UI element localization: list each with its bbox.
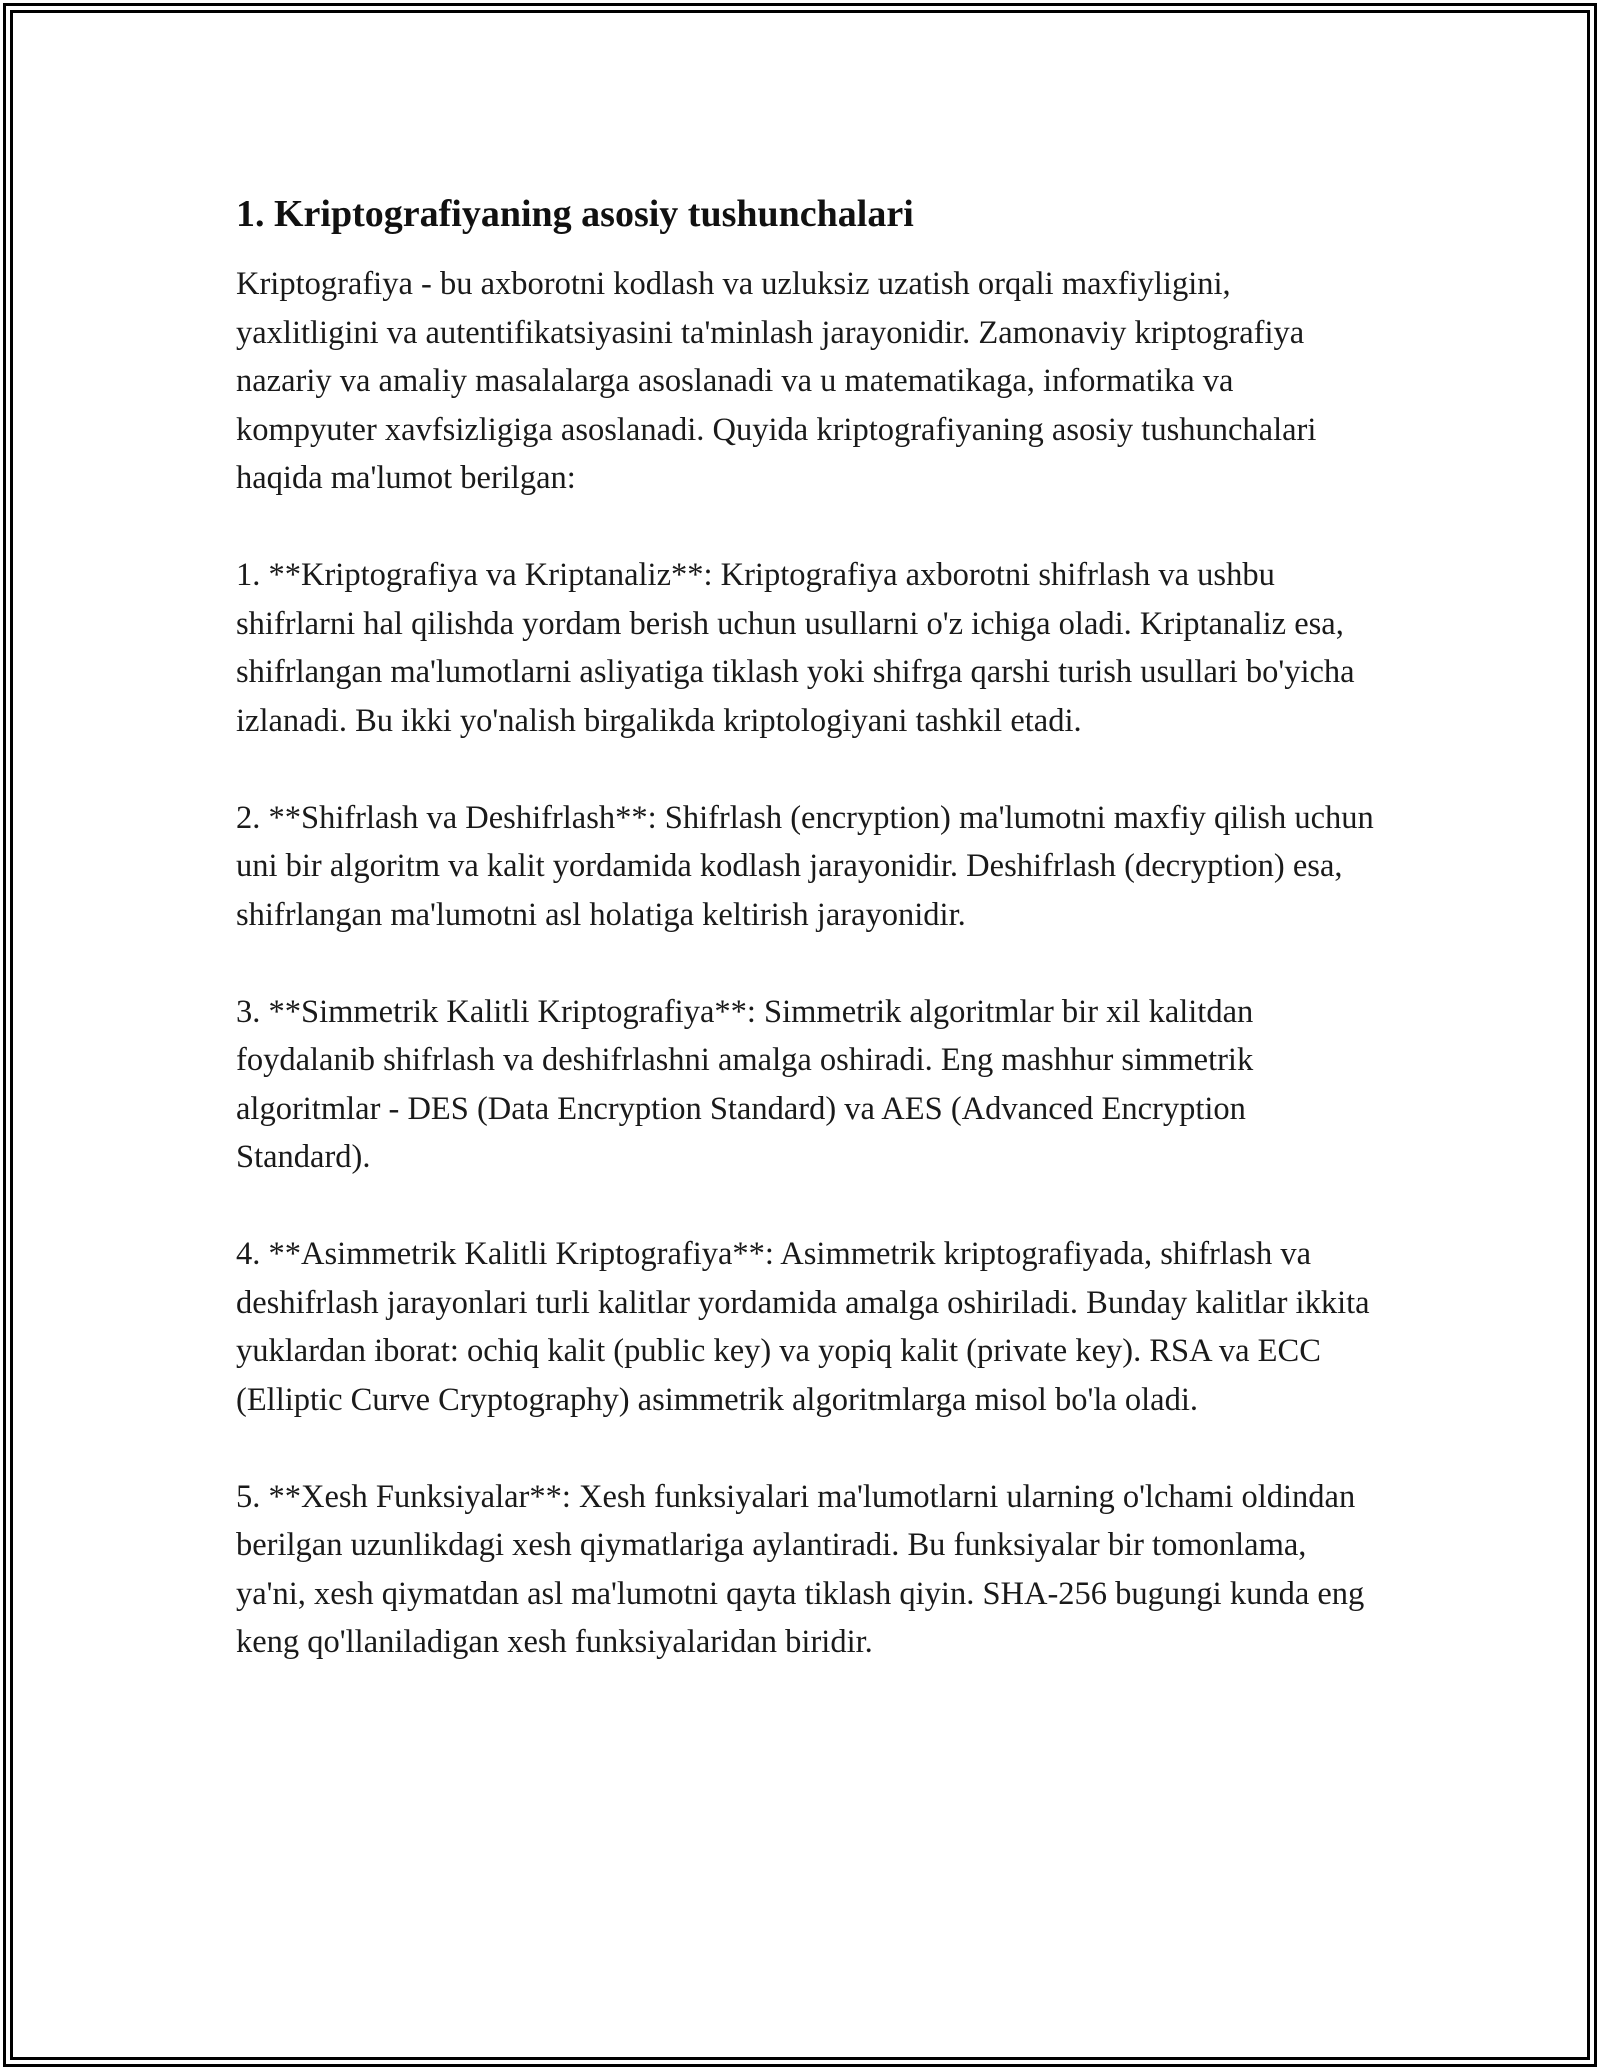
list-item-asymmetric-key: 4. **Asimmetrik Kalitli Kriptografiya**: Asimmetrik kriptografiyada, shifrlash va deshifrlash jarayonlari turli kalitlar yordamida amalga oshiriladi. Bunday kalitlar ikkita yuklardan iborat: ochiq kalit (public key) va yopiq kalit (private key). RSA va ECC (Elliptic Curve Cryptography) asimmetrik algoritmlarga misol bo'la oladi. [236,1236,1370,1418]
list-item-encryption-decryption: 2. **Shifrlash va Deshifrlash**: Shifrlash (encryption) ma'lumotni maxfiy qilish uchun uni bir algoritm va kalit yordamida kodlash jarayonidir. Deshifrlash (decryption) esa, shifrlangan ma'lumotni asl holatiga keltirish jarayonidir. [236,799,1374,933]
list-item-cryptography-cryptanalysis: 1. **Kriptografiya va Kriptanaliz**: Kriptografiya axborotni shifrlash va ushbu shifrlarni hal qilishda yordam berish uchun usullarni o'z ichiga oladi. Kriptanaliz esa, shifrlangan ma'lumotlarni asliyatiga tiklash yoki shifrga qarshi turish usullari bo'yicha izlanadi. Bu ikki yo'nalish birgalikda kriptologiyani tashkil etadi. [236,557,1355,739]
list-item-hash-functions: 5. **Xesh Funksiyalar**: Xesh funksiyalari ma'lumotlarni ularning o'lchami oldindan berilgan uzunlikdagi xesh qiymatlariga aylantiradi. Bu funksiyalar bir tomonlama, ya'ni, xesh qiymatdan asl ma'lumotni qayta tiklash qiyin. SHA-256 bugungi kunda eng keng qo'llaniladigan xesh funksiyalaridan biridir. [236,1478,1365,1660]
intro-paragraph: Kriptografiya - bu axborotni kodlash va uzluksiz uzatish orqali maxfiyligini, yaxlitligini va autentifikatsiyasini ta'minlash jarayonidir. Zamonaviy kriptografiya nazariy va amaliy masalalarga asoslanadi va u matematikaga, informatika va kompyuter xavfsizligiga asoslanadi. Quyida kriptografiyaning asosiy tushunchalari haqida ma'lumot berilgan: [236,266,1317,496]
list-item-symmetric-key: 3. **Simmetrik Kalitli Kriptografiya**: Simmetrik algoritmlar bir xil kalitdan foydalanib shifrlash va deshifrlashni amalga oshiradi. Eng mashhur simmetrik algoritmlar - DES (Data Encryption Standard) va AES (Advanced Encryption Standard). [236,993,1254,1175]
document-body [236,190,1376,1715]
document-title: 1. Kriptografiyaning asosiy tushunchalari [236,193,914,235]
